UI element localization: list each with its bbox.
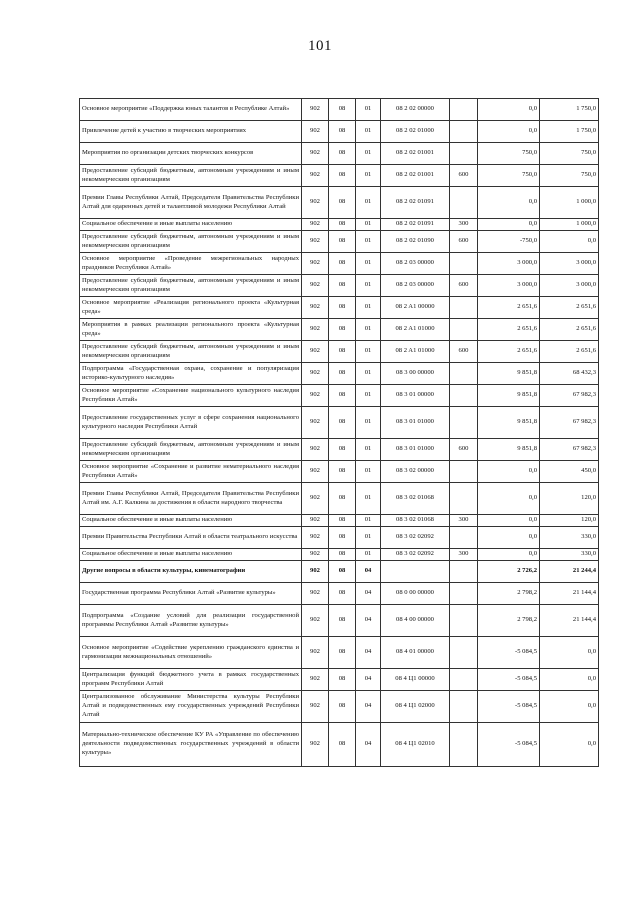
amount-change: 0,0 (478, 121, 540, 143)
table-row (80, 561, 599, 583)
subsection-code: 01 (356, 275, 381, 297)
target-article-code: 08 2 02 01090 (381, 231, 450, 253)
amount-change: 0,0 (478, 549, 540, 561)
subsection-code: 01 (356, 219, 381, 231)
section-code: 08 (329, 219, 356, 231)
section-code: 08 (329, 319, 356, 341)
amount-change: 0,0 (478, 483, 540, 515)
amount-total: 21 244,4 (540, 561, 599, 583)
subsection-code: 01 (356, 121, 381, 143)
section-code: 08 (329, 723, 356, 767)
table-row (80, 549, 599, 561)
subsection-code: 04 (356, 583, 381, 605)
amount-total: 67 982,3 (540, 439, 599, 461)
target-article-code: 08 2 A1 00000 (381, 297, 450, 319)
amount-change: -5 084,5 (478, 723, 540, 767)
target-article-code: 08 2 A1 01000 (381, 341, 450, 363)
section-code: 08 (329, 527, 356, 549)
ministry-code: 902 (302, 439, 329, 461)
expense-type-code: 600 (450, 275, 478, 297)
subsection-code: 01 (356, 483, 381, 515)
expense-type-code (450, 319, 478, 341)
expense-type-code (450, 605, 478, 637)
section-code: 08 (329, 99, 356, 121)
table-row (80, 515, 599, 527)
expense-type-code (450, 561, 478, 583)
row-name: Премии Главы Республики Алтай, Председателя Правительства Республики Алтай для одаренных детей и талантливой молодежи Республики Алтай (80, 187, 302, 219)
table-row (80, 143, 599, 165)
table-row (80, 583, 599, 605)
subsection-code: 01 (356, 385, 381, 407)
expense-type-code (450, 363, 478, 385)
table-row (80, 231, 599, 253)
amount-change: 2 651,6 (478, 297, 540, 319)
section-code: 08 (329, 363, 356, 385)
row-name: Социальное обеспечение и иные выплаты населению (80, 549, 302, 561)
amount-total: 0,0 (540, 691, 599, 723)
table-row (80, 605, 599, 637)
ministry-code: 902 (302, 637, 329, 669)
amount-total: 0,0 (540, 723, 599, 767)
ministry-code: 902 (302, 231, 329, 253)
target-article-code: 08 3 02 01068 (381, 515, 450, 527)
expense-type-code (450, 297, 478, 319)
row-name: Основное мероприятие «Сохранение национального культурного наследия Республики Алтай» (80, 385, 302, 407)
amount-change: 750,0 (478, 165, 540, 187)
table-row (80, 121, 599, 143)
amount-total: 2 651,6 (540, 297, 599, 319)
table-row (80, 363, 599, 385)
row-name: Предоставление субсидий бюджетным, автономным учреждениям и иным некоммерческим организациям (80, 439, 302, 461)
ministry-code: 902 (302, 143, 329, 165)
amount-change: 0,0 (478, 527, 540, 549)
amount-total: 1 750,0 (540, 99, 599, 121)
table-row (80, 637, 599, 669)
expense-type-code: 600 (450, 231, 478, 253)
page-number: 101 (308, 38, 332, 54)
ministry-code: 902 (302, 253, 329, 275)
target-article-code: 08 3 02 02092 (381, 549, 450, 561)
subsection-code: 01 (356, 439, 381, 461)
section-code: 08 (329, 583, 356, 605)
amount-change: 3 000,0 (478, 253, 540, 275)
expense-type-code (450, 527, 478, 549)
section-code: 08 (329, 549, 356, 561)
row-name: Централизация функций бюджетного учета в рамках государственных программ Республики Алтай (80, 669, 302, 691)
section-code: 08 (329, 515, 356, 527)
amount-change: 0,0 (478, 219, 540, 231)
ministry-code: 902 (302, 669, 329, 691)
amount-change: 750,0 (478, 143, 540, 165)
target-article-code: 08 2 02 01091 (381, 187, 450, 219)
subsection-code: 04 (356, 561, 381, 583)
target-article-code: 08 3 01 00000 (381, 385, 450, 407)
amount-change: -750,0 (478, 231, 540, 253)
table-row (80, 219, 599, 231)
amount-change: 2 651,6 (478, 341, 540, 363)
section-code: 08 (329, 231, 356, 253)
amount-change: 0,0 (478, 461, 540, 483)
expense-type-code: 600 (450, 165, 478, 187)
ministry-code: 902 (302, 341, 329, 363)
ministry-code: 902 (302, 165, 329, 187)
row-name: Основное мероприятие «Проведение межрегиональных народных праздников Республики Алтай» (80, 253, 302, 275)
expense-type-code (450, 143, 478, 165)
row-name: Основное мероприятие «Сохранение и развитие нематериального наследия Республики Алтай» (80, 461, 302, 483)
row-name: Социальное обеспечение и иные выплаты населению (80, 515, 302, 527)
row-name: Материально-техническое обеспечение КУ РА «Управление по обеспечению деятельности подведомственных государственных учреждений в области культуры» (80, 723, 302, 767)
ministry-code: 902 (302, 187, 329, 219)
row-name: Другие вопросы в области культуры, кинематографии (80, 561, 302, 583)
table-row (80, 483, 599, 515)
table-row (80, 385, 599, 407)
section-code: 08 (329, 605, 356, 637)
table-row (80, 187, 599, 219)
amount-total: 2 651,6 (540, 341, 599, 363)
target-article-code: 08 3 01 01000 (381, 407, 450, 439)
row-name: Премии Главы Республики Алтай, Председателя Правительства Республики Алтай им. А.Г. Калкина за достижения в области народного творчества (80, 483, 302, 515)
amount-total: 68 432,3 (540, 363, 599, 385)
table-body (80, 99, 599, 767)
row-name: Подпрограмма «Государственная охрана, сохранение и популяризация историко-культурного наследия» (80, 363, 302, 385)
expense-type-code (450, 691, 478, 723)
ministry-code: 902 (302, 527, 329, 549)
expense-type-code (450, 637, 478, 669)
subsection-code: 01 (356, 319, 381, 341)
amount-total: 3 000,0 (540, 253, 599, 275)
row-name: Мероприятия по организации детских творческих конкурсов (80, 143, 302, 165)
ministry-code: 902 (302, 561, 329, 583)
subsection-code: 04 (356, 669, 381, 691)
subsection-code: 01 (356, 341, 381, 363)
table-row (80, 341, 599, 363)
amount-total: 67 982,3 (540, 407, 599, 439)
target-article-code: 08 4 Ц1 02000 (381, 691, 450, 723)
subsection-code: 01 (356, 527, 381, 549)
section-code: 08 (329, 561, 356, 583)
target-article-code: 08 3 00 00000 (381, 363, 450, 385)
target-article-code: 08 2 02 01001 (381, 143, 450, 165)
target-article-code: 08 4 00 00000 (381, 605, 450, 637)
table-row (80, 275, 599, 297)
amount-change: 9 851,8 (478, 407, 540, 439)
row-name: Социальное обеспечение и иные выплаты населению (80, 219, 302, 231)
row-name: Государственная программа Республики Алтай «Развитие культуры» (80, 583, 302, 605)
row-name: Привлечение детей к участию в творческих мероприятиях (80, 121, 302, 143)
ministry-code: 902 (302, 723, 329, 767)
target-article-code: 08 2 02 01001 (381, 165, 450, 187)
table-row (80, 723, 599, 767)
row-name: Централизованное обслуживание Министерства культуры Республики Алтай и подведомственных ему государственных учреждений Республики Алтай (80, 691, 302, 723)
amount-change: -5 084,5 (478, 691, 540, 723)
section-code: 08 (329, 691, 356, 723)
expense-type-code: 300 (450, 549, 478, 561)
amount-total: 330,0 (540, 527, 599, 549)
amount-change: 0,0 (478, 187, 540, 219)
target-article-code: 08 0 00 00000 (381, 583, 450, 605)
amount-change: -5 084,5 (478, 637, 540, 669)
amount-change: 3 000,0 (478, 275, 540, 297)
table-row (80, 669, 599, 691)
expense-type-code (450, 583, 478, 605)
expense-type-code (450, 99, 478, 121)
amount-change: 2 798,2 (478, 583, 540, 605)
ministry-code: 902 (302, 515, 329, 527)
section-code: 08 (329, 143, 356, 165)
amount-total: 3 000,0 (540, 275, 599, 297)
target-article-code: 08 4 Ц1 00000 (381, 669, 450, 691)
target-article-code: 08 2 02 00000 (381, 99, 450, 121)
target-article-code: 08 3 02 01068 (381, 483, 450, 515)
row-name: Мероприятия в рамках реализации регионального проекта «Культурная среда» (80, 319, 302, 341)
amount-change: 2 651,6 (478, 319, 540, 341)
target-article-code: 08 2 03 00000 (381, 275, 450, 297)
target-article-code (381, 561, 450, 583)
subsection-code: 04 (356, 723, 381, 767)
target-article-code: 08 2 02 01091 (381, 219, 450, 231)
ministry-code: 902 (302, 275, 329, 297)
subsection-code: 01 (356, 187, 381, 219)
amount-change: 2 726,2 (478, 561, 540, 583)
row-name: Предоставление субсидий бюджетным, автономным учреждениям и иным некоммерческим организациям (80, 275, 302, 297)
amount-total: 0,0 (540, 231, 599, 253)
ministry-code: 902 (302, 605, 329, 637)
row-name: Предоставление субсидий бюджетным, автономным учреждениям и иным некоммерческим организациям (80, 165, 302, 187)
subsection-code: 04 (356, 605, 381, 637)
section-code: 08 (329, 297, 356, 319)
row-name: Основное мероприятие «Содействие укреплению гражданского единства и гармонизации межнациональных отношений» (80, 637, 302, 669)
amount-total: 0,0 (540, 669, 599, 691)
subsection-code: 01 (356, 549, 381, 561)
section-code: 08 (329, 165, 356, 187)
row-name: Основное мероприятие «Реализация регионального проекта «Культурная среда» (80, 297, 302, 319)
ministry-code: 902 (302, 407, 329, 439)
target-article-code: 08 3 02 00000 (381, 461, 450, 483)
subsection-code: 01 (356, 407, 381, 439)
amount-total: 750,0 (540, 165, 599, 187)
amount-total: 450,0 (540, 461, 599, 483)
table-row (80, 165, 599, 187)
section-code: 08 (329, 407, 356, 439)
amount-change: 0,0 (478, 515, 540, 527)
section-code: 08 (329, 637, 356, 669)
amount-total: 21 144,4 (540, 583, 599, 605)
expense-type-code (450, 385, 478, 407)
section-code: 08 (329, 187, 356, 219)
amount-change: -5 084,5 (478, 669, 540, 691)
expense-type-code (450, 483, 478, 515)
section-code: 08 (329, 341, 356, 363)
amount-change: 9 851,8 (478, 363, 540, 385)
target-article-code: 08 2 02 01000 (381, 121, 450, 143)
table-row (80, 319, 599, 341)
section-code: 08 (329, 669, 356, 691)
amount-total: 120,0 (540, 483, 599, 515)
subsection-code: 04 (356, 691, 381, 723)
expense-type-code: 300 (450, 219, 478, 231)
expense-type-code (450, 723, 478, 767)
ministry-code: 902 (302, 549, 329, 561)
subsection-code: 01 (356, 363, 381, 385)
table-row (80, 407, 599, 439)
table-row (80, 461, 599, 483)
target-article-code: 08 3 02 02092 (381, 527, 450, 549)
expense-type-code: 600 (450, 439, 478, 461)
target-article-code: 08 3 01 01000 (381, 439, 450, 461)
amount-total: 1 000,0 (540, 187, 599, 219)
expense-type-code (450, 669, 478, 691)
amount-total: 1 000,0 (540, 219, 599, 231)
amount-total: 120,0 (540, 515, 599, 527)
ministry-code: 902 (302, 483, 329, 515)
row-name: Предоставление субсидий бюджетным, автономным учреждениям и иным некоммерческим организациям (80, 231, 302, 253)
subsection-code: 01 (356, 461, 381, 483)
row-name: Премии Правительства Республики Алтай в области театрального искусства (80, 527, 302, 549)
amount-change: 2 798,2 (478, 605, 540, 637)
expense-type-code (450, 407, 478, 439)
table-row (80, 297, 599, 319)
row-name: Предоставление государственных услуг в сфере сохранения национального культурного наследия Республики Алтай (80, 407, 302, 439)
budget-table (79, 98, 599, 767)
subsection-code: 01 (356, 297, 381, 319)
section-code: 08 (329, 253, 356, 275)
table-row (80, 439, 599, 461)
expense-type-code (450, 121, 478, 143)
section-code: 08 (329, 439, 356, 461)
row-name: Предоставление субсидий бюджетным, автономным учреждениям и иным некоммерческим организациям (80, 341, 302, 363)
section-code: 08 (329, 275, 356, 297)
table-row (80, 99, 599, 121)
subsection-code: 01 (356, 515, 381, 527)
subsection-code: 01 (356, 231, 381, 253)
row-name: Основное мероприятие «Поддержка юных талантов в Республике Алтай» (80, 99, 302, 121)
amount-total: 330,0 (540, 549, 599, 561)
subsection-code: 01 (356, 143, 381, 165)
expense-type-code: 600 (450, 341, 478, 363)
target-article-code: 08 2 03 00000 (381, 253, 450, 275)
target-article-code: 08 4 Ц1 02010 (381, 723, 450, 767)
ministry-code: 902 (302, 385, 329, 407)
expense-type-code (450, 461, 478, 483)
expense-type-code: 300 (450, 515, 478, 527)
amount-change: 9 851,8 (478, 439, 540, 461)
subsection-code: 01 (356, 99, 381, 121)
row-name: Подпрограмма «Создание условий для реализации государственной программы Республики Алтай «Развитие культуры» (80, 605, 302, 637)
subsection-code: 01 (356, 165, 381, 187)
section-code: 08 (329, 461, 356, 483)
amount-total: 2 651,6 (540, 319, 599, 341)
amount-total: 1 750,0 (540, 121, 599, 143)
table-row (80, 527, 599, 549)
amount-total: 21 144,4 (540, 605, 599, 637)
ministry-code: 902 (302, 219, 329, 231)
section-code: 08 (329, 121, 356, 143)
ministry-code: 902 (302, 319, 329, 341)
target-article-code: 08 4 01 00000 (381, 637, 450, 669)
amount-change: 0,0 (478, 99, 540, 121)
subsection-code: 04 (356, 637, 381, 669)
target-article-code: 08 2 A1 01000 (381, 319, 450, 341)
amount-change: 9 851,8 (478, 385, 540, 407)
ministry-code: 902 (302, 583, 329, 605)
section-code: 08 (329, 385, 356, 407)
amount-total: 67 982,3 (540, 385, 599, 407)
ministry-code: 902 (302, 297, 329, 319)
ministry-code: 902 (302, 99, 329, 121)
table-row (80, 691, 599, 723)
ministry-code: 902 (302, 461, 329, 483)
ministry-code: 902 (302, 691, 329, 723)
ministry-code: 902 (302, 363, 329, 385)
table-row (80, 253, 599, 275)
ministry-code: 902 (302, 121, 329, 143)
amount-total: 750,0 (540, 143, 599, 165)
amount-total: 0,0 (540, 637, 599, 669)
expense-type-code (450, 187, 478, 219)
expense-type-code (450, 253, 478, 275)
subsection-code: 01 (356, 253, 381, 275)
section-code: 08 (329, 483, 356, 515)
